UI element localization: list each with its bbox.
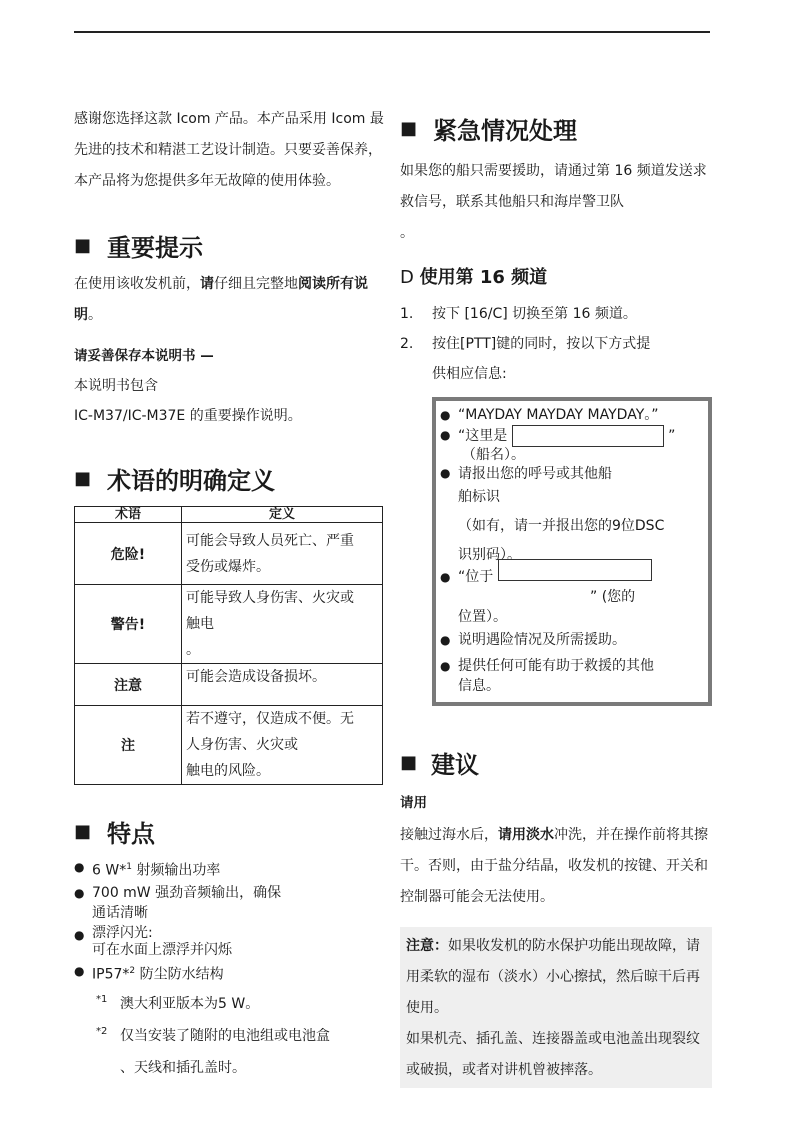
caution-box <box>400 927 712 1088</box>
footnote-1: *1 澳大利亚版本为5 W。 <box>96 994 260 1013</box>
important-paragraph: 在使用该收发机前，请仔细且完整地阅读所有说明。 <box>74 276 368 323</box>
caution-text: 注意：如果收发机的防水保护功能出现故障，请用柔软的湿布（淡水）小心擦拭，然后晾干后再使用。 <box>406 938 700 1016</box>
position-blank <box>498 559 652 581</box>
bullet-icon: ● <box>440 570 451 584</box>
advice-paragraph: 接触过海水后，请用淡水冲洗，并在操作前将其擦干。否则，由于盐分结晶，收发机的按键、开关和控制器可能会无法使用。 <box>400 827 708 905</box>
mayday-box <box>432 397 712 706</box>
emergency-paragraph: 如果您的船只需要援助，请通过第 16 频道发送求救信号，联系其他船只和海岸警卫队 。 <box>400 163 707 241</box>
list-item: 2. 按住[PTT]键的同时，按以下方式提 供相应信息: <box>400 336 651 382</box>
list-item: ● 漂浮闪光: 可在水面上漂浮并闪烁 <box>74 924 232 958</box>
bullet-icon: ● <box>74 963 85 978</box>
square-bullet-icon: ■ <box>74 234 92 256</box>
square-bullet-icon: ■ <box>74 467 92 489</box>
bullet-icon: ● <box>440 659 451 673</box>
bullet-icon: ● <box>440 466 451 480</box>
terms-header-row <box>75 507 383 523</box>
channel16-subheading: D 使用第 16 频道 <box>400 267 548 288</box>
caution-text-3: 或破损，或者对讲机曾被摔落。 <box>406 1062 602 1078</box>
header-rule <box>74 31 710 33</box>
terms-table <box>74 506 383 785</box>
term-danger: 危险! <box>75 523 182 585</box>
terms-col-def: 定义 <box>182 507 383 523</box>
list-item: 1. 按下 [16/C] 切换至第 16 频道。 <box>400 306 637 322</box>
important-heading: ■ 重要提示 <box>74 233 204 262</box>
features-heading: ■ 特点 <box>74 819 156 848</box>
keep-manual-note: 请妥善保存本说明书 — <box>74 348 214 364</box>
ship-name-blank <box>512 425 664 447</box>
term-definition: 可能会导致人员死亡、严重 受伤或爆炸。 <box>182 523 383 585</box>
left-column <box>74 106 384 1084</box>
list-item: ● 请报出您的呼号或其他船 舶标识 （如有，请一并报出您的9位DSC 识别码）。 <box>440 463 702 567</box>
term-warning: 警告! <box>75 585 182 664</box>
term-definition: 可能导致人身伤害、火灾或 触电 。 <box>182 585 383 664</box>
manual-model-line: IC-M37/IC-M37E 的重要操作说明。 <box>74 408 302 424</box>
list-item: ● 说明遇险情况及所需援助。 <box>440 632 626 648</box>
right-column <box>400 106 712 1088</box>
advice-heading: ■ 建议 <box>400 750 480 779</box>
usage-label: 请用 <box>400 795 427 811</box>
square-bullet-icon: ■ <box>400 117 418 139</box>
square-bullet-icon: ■ <box>400 751 418 773</box>
features-list <box>74 857 384 984</box>
bullet-icon: ● <box>440 428 451 442</box>
footnote-2: *2 仅当安装了随附的电池组或电池盒 、天线和插孔盖时。 <box>96 1026 330 1077</box>
square-bullet-icon: ■ <box>74 820 92 842</box>
list-item: ● “位于 ” (您的 位置）。 <box>440 567 702 627</box>
list-item: ● “这里是 ” （船名）。 <box>440 425 702 463</box>
intro-paragraph: 感谢您选择这款 Icom 产品。本产品采用 Icom 最先进的技术和精湛工艺设计制造。只要妥善保养，本产品将为您提供多年无故障的使用体验。 <box>74 111 384 189</box>
emergency-heading: ■ 紧急情况处理 <box>400 116 578 145</box>
table-row <box>75 585 383 664</box>
bullet-icon: ● <box>74 885 85 900</box>
list-item: ● 提供任何可能有助于救援的其他 信息。 <box>440 658 654 694</box>
term-caution: 注意 <box>75 664 182 706</box>
list-item: ● 700 mW 强劲音频输出，确保 通话清晰 <box>74 884 282 921</box>
caution-text-2: 如果机壳、插孔盖、连接器盖或电池盖出现裂纹 <box>406 1031 700 1047</box>
bullet-icon: ● <box>74 860 85 874</box>
bullet-icon: ● <box>440 408 451 422</box>
table-row <box>75 664 383 706</box>
list-item: ● “MAYDAY MAYDAY MAYDAY。” <box>440 407 659 423</box>
bullet-icon: ● <box>440 633 451 647</box>
list-item: ● 6 W*$^1$ 射频输出功率 <box>74 857 384 881</box>
term-note: 注 <box>75 706 182 785</box>
term-definition: 若不遵守，仅造成不便。无 人身伤害、火灾或 触电的风险。 <box>182 706 383 785</box>
terms-heading: ■ 术语的明确定义 <box>74 466 276 495</box>
list-item: ● IP57*$^2$ 防尘防水结构 <box>74 961 384 985</box>
table-row <box>75 706 383 785</box>
table-row <box>75 523 383 585</box>
emergency-steps <box>400 299 712 389</box>
bullet-icon: ● <box>74 927 85 942</box>
term-definition: 可能会造成设备损坏。 <box>182 664 383 706</box>
terms-col-term: 术语 <box>75 507 182 523</box>
manual-contains-line: 本说明书包含 <box>74 378 158 394</box>
